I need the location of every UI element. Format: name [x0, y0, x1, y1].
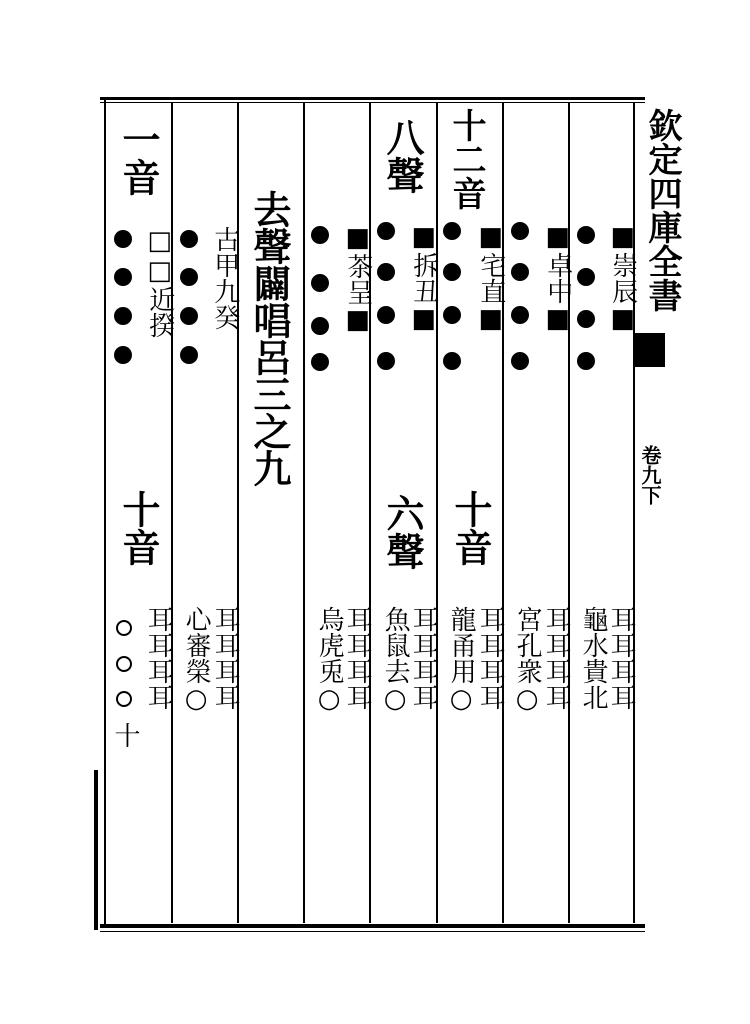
filled-circle [443, 352, 461, 370]
char: 審 [181, 632, 212, 658]
column-6-bottom-chars [472, 606, 507, 710]
char: 耳 [408, 658, 439, 684]
section-title: 去聲闢唱呂三之九 [247, 190, 292, 486]
char: 去 [380, 658, 411, 684]
char: 耳 [475, 632, 506, 658]
char: □ [144, 226, 175, 256]
filled-circle [311, 274, 329, 292]
char: 貴 [578, 658, 609, 684]
char: 耳 [541, 684, 572, 710]
char: ■ [607, 304, 638, 334]
char: 中 [542, 278, 573, 304]
char: 水 [578, 632, 609, 658]
open-circle [116, 656, 132, 672]
column-5-bottom-chars [405, 606, 440, 710]
char: ■ [542, 304, 573, 334]
char: 癸 [209, 304, 240, 330]
open-circle [116, 691, 132, 707]
char: 孔 [512, 632, 543, 658]
char: 魚 [380, 606, 411, 632]
char: ■ [475, 222, 506, 252]
column-4-top-chars [338, 223, 376, 335]
char: ■ [408, 304, 439, 334]
fishtail-mark [635, 333, 665, 367]
column-6-top-label: 十二音 [446, 108, 486, 210]
char: 耳 [541, 606, 572, 632]
char: 耳 [606, 658, 637, 684]
char: 用 [446, 658, 477, 684]
book-title: 欽定四庫全書 [642, 108, 682, 312]
char: 烏 [314, 606, 345, 632]
filled-circle [577, 268, 595, 286]
filled-circle [377, 306, 395, 324]
column-7-bottom-chars [538, 606, 573, 710]
char: 甲 [209, 252, 240, 278]
filled-circle [511, 306, 529, 324]
column-4-bottom-chars [339, 606, 374, 710]
char: □ [144, 256, 175, 286]
bottom-border-thin [100, 931, 645, 932]
column-6-bottom-label: 十音 [448, 490, 493, 566]
char: ○ [512, 684, 543, 714]
char: ○ [446, 684, 477, 714]
char: 茶 [342, 253, 373, 279]
filled-circle [311, 226, 329, 244]
column-1-bottom-label: 十音 [116, 490, 161, 566]
filled-circle [180, 268, 198, 286]
filled-circle [377, 222, 395, 240]
filled-circle [180, 230, 198, 248]
top-border [100, 97, 645, 100]
filled-circle [511, 263, 529, 281]
filled-circle [511, 222, 529, 240]
char: 耳 [606, 684, 637, 710]
char: 甬 [446, 632, 477, 658]
char: 丑 [408, 278, 439, 304]
column-1-top-chars [140, 226, 178, 338]
char: 古 [209, 226, 240, 252]
char: 耳 [210, 632, 241, 658]
char: 耳 [143, 632, 174, 658]
char: 宅 [475, 252, 506, 278]
char: 崇 [607, 252, 638, 278]
char: 鼠 [380, 632, 411, 658]
column-5-bottom-label: 六聲 [380, 494, 425, 570]
column-2-top-chars [205, 226, 243, 330]
filled-circle [443, 306, 461, 324]
filled-circle [311, 317, 329, 335]
filled-circle [511, 352, 529, 370]
char: 衆 [512, 658, 543, 684]
char: 心 [181, 606, 212, 632]
char: 宮 [512, 606, 543, 632]
filled-circle [577, 310, 595, 328]
filled-circle [577, 352, 595, 370]
char: 耳 [342, 658, 373, 684]
filled-circle [114, 230, 132, 248]
char: 榮 [181, 658, 212, 684]
filled-circle [180, 346, 198, 364]
char: ■ [607, 222, 638, 252]
char: 耳 [143, 658, 174, 684]
char: 虎 [314, 632, 345, 658]
char: 耳 [475, 684, 506, 710]
filled-circle [114, 346, 132, 364]
char: 北 [578, 684, 609, 710]
top-border-inner [100, 102, 645, 103]
filled-circle [577, 226, 595, 244]
char: 耳 [143, 684, 174, 710]
char: 耳 [210, 658, 241, 684]
char: 耳 [408, 632, 439, 658]
filled-circle [443, 263, 461, 281]
char: 近 [144, 286, 175, 312]
open-circle [116, 620, 132, 636]
column-5-top-chars [404, 222, 442, 334]
column-2-bottom-chars [207, 606, 242, 710]
volume-label: 卷九下 [638, 445, 662, 505]
char: 耳 [475, 606, 506, 632]
bottom-border [100, 924, 645, 928]
char: 耳 [210, 684, 241, 710]
filled-circle [114, 268, 132, 286]
char: 龜 [578, 606, 609, 632]
char: ○ [380, 684, 411, 714]
char: 卓 [542, 252, 573, 278]
char: ■ [475, 304, 506, 334]
column-6-top-chars [471, 222, 509, 334]
char: ■ [342, 305, 373, 335]
filled-circle [311, 353, 329, 371]
left-border [104, 100, 106, 926]
left-border-bold [94, 770, 98, 930]
char: 耳 [342, 684, 373, 710]
char: 耳 [475, 658, 506, 684]
char: 呈 [342, 279, 373, 305]
filled-circle [180, 307, 198, 325]
char: ○ [181, 684, 212, 714]
char: 耳 [143, 606, 174, 632]
char: 耳 [541, 658, 572, 684]
char: 兎 [314, 658, 345, 684]
char: 龍 [446, 606, 477, 632]
char: ■ [342, 223, 373, 253]
column-1-top-label: 一音 [116, 120, 161, 196]
char: 拆 [408, 252, 439, 278]
char: 辰 [607, 278, 638, 304]
char: ■ [542, 222, 573, 252]
char: ○ [314, 684, 345, 714]
column-5-top-label: 八聲 [380, 118, 425, 194]
filled-circle [377, 352, 395, 370]
column-8-top-chars [603, 222, 641, 334]
char: 耳 [606, 632, 637, 658]
ten-char: 十 [110, 722, 140, 748]
filled-circle [443, 222, 461, 240]
column-8-bottom-chars [603, 606, 638, 710]
char: ■ [408, 222, 439, 252]
char: 耳 [342, 632, 373, 658]
column-7-top-chars [538, 222, 576, 334]
column-rule [303, 103, 305, 923]
char: 耳 [210, 606, 241, 632]
char: 耳 [541, 632, 572, 658]
char: 九 [209, 278, 240, 304]
filled-circle [377, 263, 395, 281]
column-1-bottom-chars [140, 606, 175, 710]
char: 直 [475, 278, 506, 304]
char: 耳 [408, 606, 439, 632]
char: 耳 [342, 606, 373, 632]
filled-circle [114, 307, 132, 325]
char: 耳 [606, 606, 637, 632]
char: 揆 [144, 312, 175, 338]
char: 耳 [408, 684, 439, 710]
